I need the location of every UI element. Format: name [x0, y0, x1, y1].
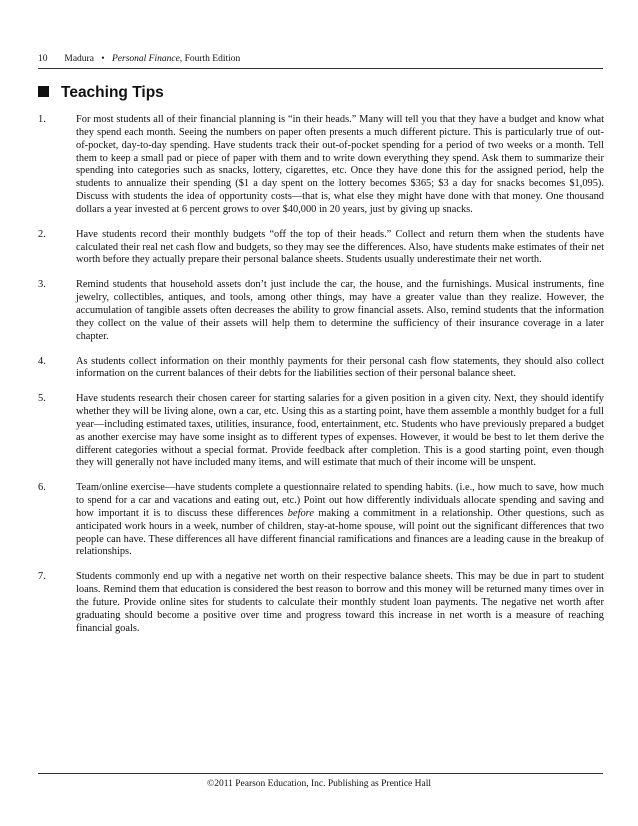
list-item-text [76, 114, 604, 217]
tip-text: Team/online exercise—have students complete a questionnaire related to spending habits. (i.e., how much to save, how much to spend for a car and vacations and eating out, etc.) Point out how differently individuals allocate spending and saving and how important it is to discuss these differences [76, 482, 604, 519]
tip-text: Have students research their chosen career for starting salaries for a given position in a given city. Next, they should identify whether they will be living alone, own a car, etc. Using this as a starting point, have them assemble a monthly budget for a full year—including estimated taxes, utilities, insurance, food, entertainment, etc. Students who have previously prepared a budget as another exercise may have some insight as to different types of expenses. However, it would be best to let them derive the different categories without a special format. Provide feedback after completion. This is a good starting point, even though they will generally not have included many items, and will estimate that much of their income will be unspent. [76, 393, 604, 469]
list-item [38, 571, 604, 635]
tip-text: Have students record their monthly budgets “off the top of their heads.” Collect and return them when the students have calculated their real net cash flow and budgets, so they may see the differences. Also, have students make estimates of their net worth before they actually prepare their personal balance sheets. Students usually underestimate their net worth. [76, 228, 604, 266]
list-item-number: 2. [38, 228, 46, 240]
header-rule [38, 68, 603, 69]
running-header [38, 53, 603, 65]
copyright-footer: ©2011 Pearson Education, Inc. Publishing as Prentice Hall [206, 779, 431, 789]
list-item-text [76, 279, 604, 343]
list-item-text [76, 356, 604, 382]
header-edition: Fourth Edition [184, 54, 241, 64]
square-bullet-icon [38, 86, 49, 97]
list-item-text [76, 393, 604, 470]
list-item [38, 393, 604, 470]
header-separator: • [101, 54, 105, 64]
tip-text: Remind students that household assets don’t just include the car, the house, and the furnishings. Musical instruments, fine jewelry, collectibles, antiques, and tools, among other things, may have a greater value than they realize. However, the accumulation of tangible assets often decreases the ability to grow financial assets. Also, remind students that the information they collect on the value of their assets will help them to determine the sufficiency of their insurance coverage in a later chapter. [76, 279, 604, 342]
list-item [38, 229, 604, 268]
list-item-number: 4. [38, 355, 46, 367]
list-item [38, 482, 604, 559]
header-book-title: Personal Finance, [112, 54, 183, 64]
list-item-number: 6. [38, 482, 46, 494]
section-title: Teaching Tips [61, 84, 164, 101]
header-author: Madura [64, 54, 94, 64]
page-number: 10 [38, 54, 48, 64]
list-item-text [76, 229, 604, 268]
teaching-tips-list [38, 114, 604, 648]
tip-text: For most students all of their financial planning is “in their heads.” Many will tell you that they have a budget and know what they spend each month. Seeing the numbers on paper often presents a much different picture. This is particularly true of out-of-pocket, day-to-day spending. Have students track their out-of-pocket spending for a period of two weeks or a month. Tell them to keep a small pad or piece of paper with them and to write down everything they spend. Ask them to summarize their spending into categories such as snacks, lottery, cigarettes, etc. Once they have done this for the assigned period, help the students to annualize their spending ($1 a day spent on the lottery becomes $365; $3 a day for snacks becomes $1,095). Discuss with students the idea of opportunity costs—that is, what else they might have done with that money. One thousand dollars a year invested at 6 percent grows to over $40,000 in 20 years, just by giving up snacks. [76, 114, 604, 215]
list-item-number: 7. [38, 571, 46, 583]
list-item [38, 114, 604, 217]
tip-text-continued: making a commitment in a relationship. Other questions, such as anticipated work hours in a week, number of children, stay-at-home spouse, will point out the significant differences that two people can have. These differences all have different financial ramifications and finances are a leading cause in the breakup of relationships. [76, 507, 604, 558]
tip-text: As students collect information on their monthly payments for their personal cash flow statements, they should also collect information on the current balances of their debts for the liabilities section of their personal balance sheet. [76, 355, 604, 380]
tip-text: Students commonly end up with a negative net worth on their respective balance sheets. This may be due in part to student loans. Remind them that education is considered the best reason to borrow and this money will be returned many times over in the future. Provide online sites for students to calculate their monthly student loan payments. The negative net worth after graduating should become a positive over time and progress toward this increase in net worth is a measure of reaching financial goals. [76, 571, 604, 634]
list-item-text [76, 482, 604, 559]
list-item-number: 1. [38, 114, 46, 125]
list-item [38, 356, 604, 382]
list-item-number: 3. [38, 279, 46, 291]
list-item-number: 5. [38, 393, 46, 405]
tip-emphasis: before [287, 507, 314, 519]
list-item-text [76, 571, 604, 635]
footer-rule [38, 773, 603, 774]
list-item [38, 279, 604, 343]
section-heading [38, 84, 164, 102]
